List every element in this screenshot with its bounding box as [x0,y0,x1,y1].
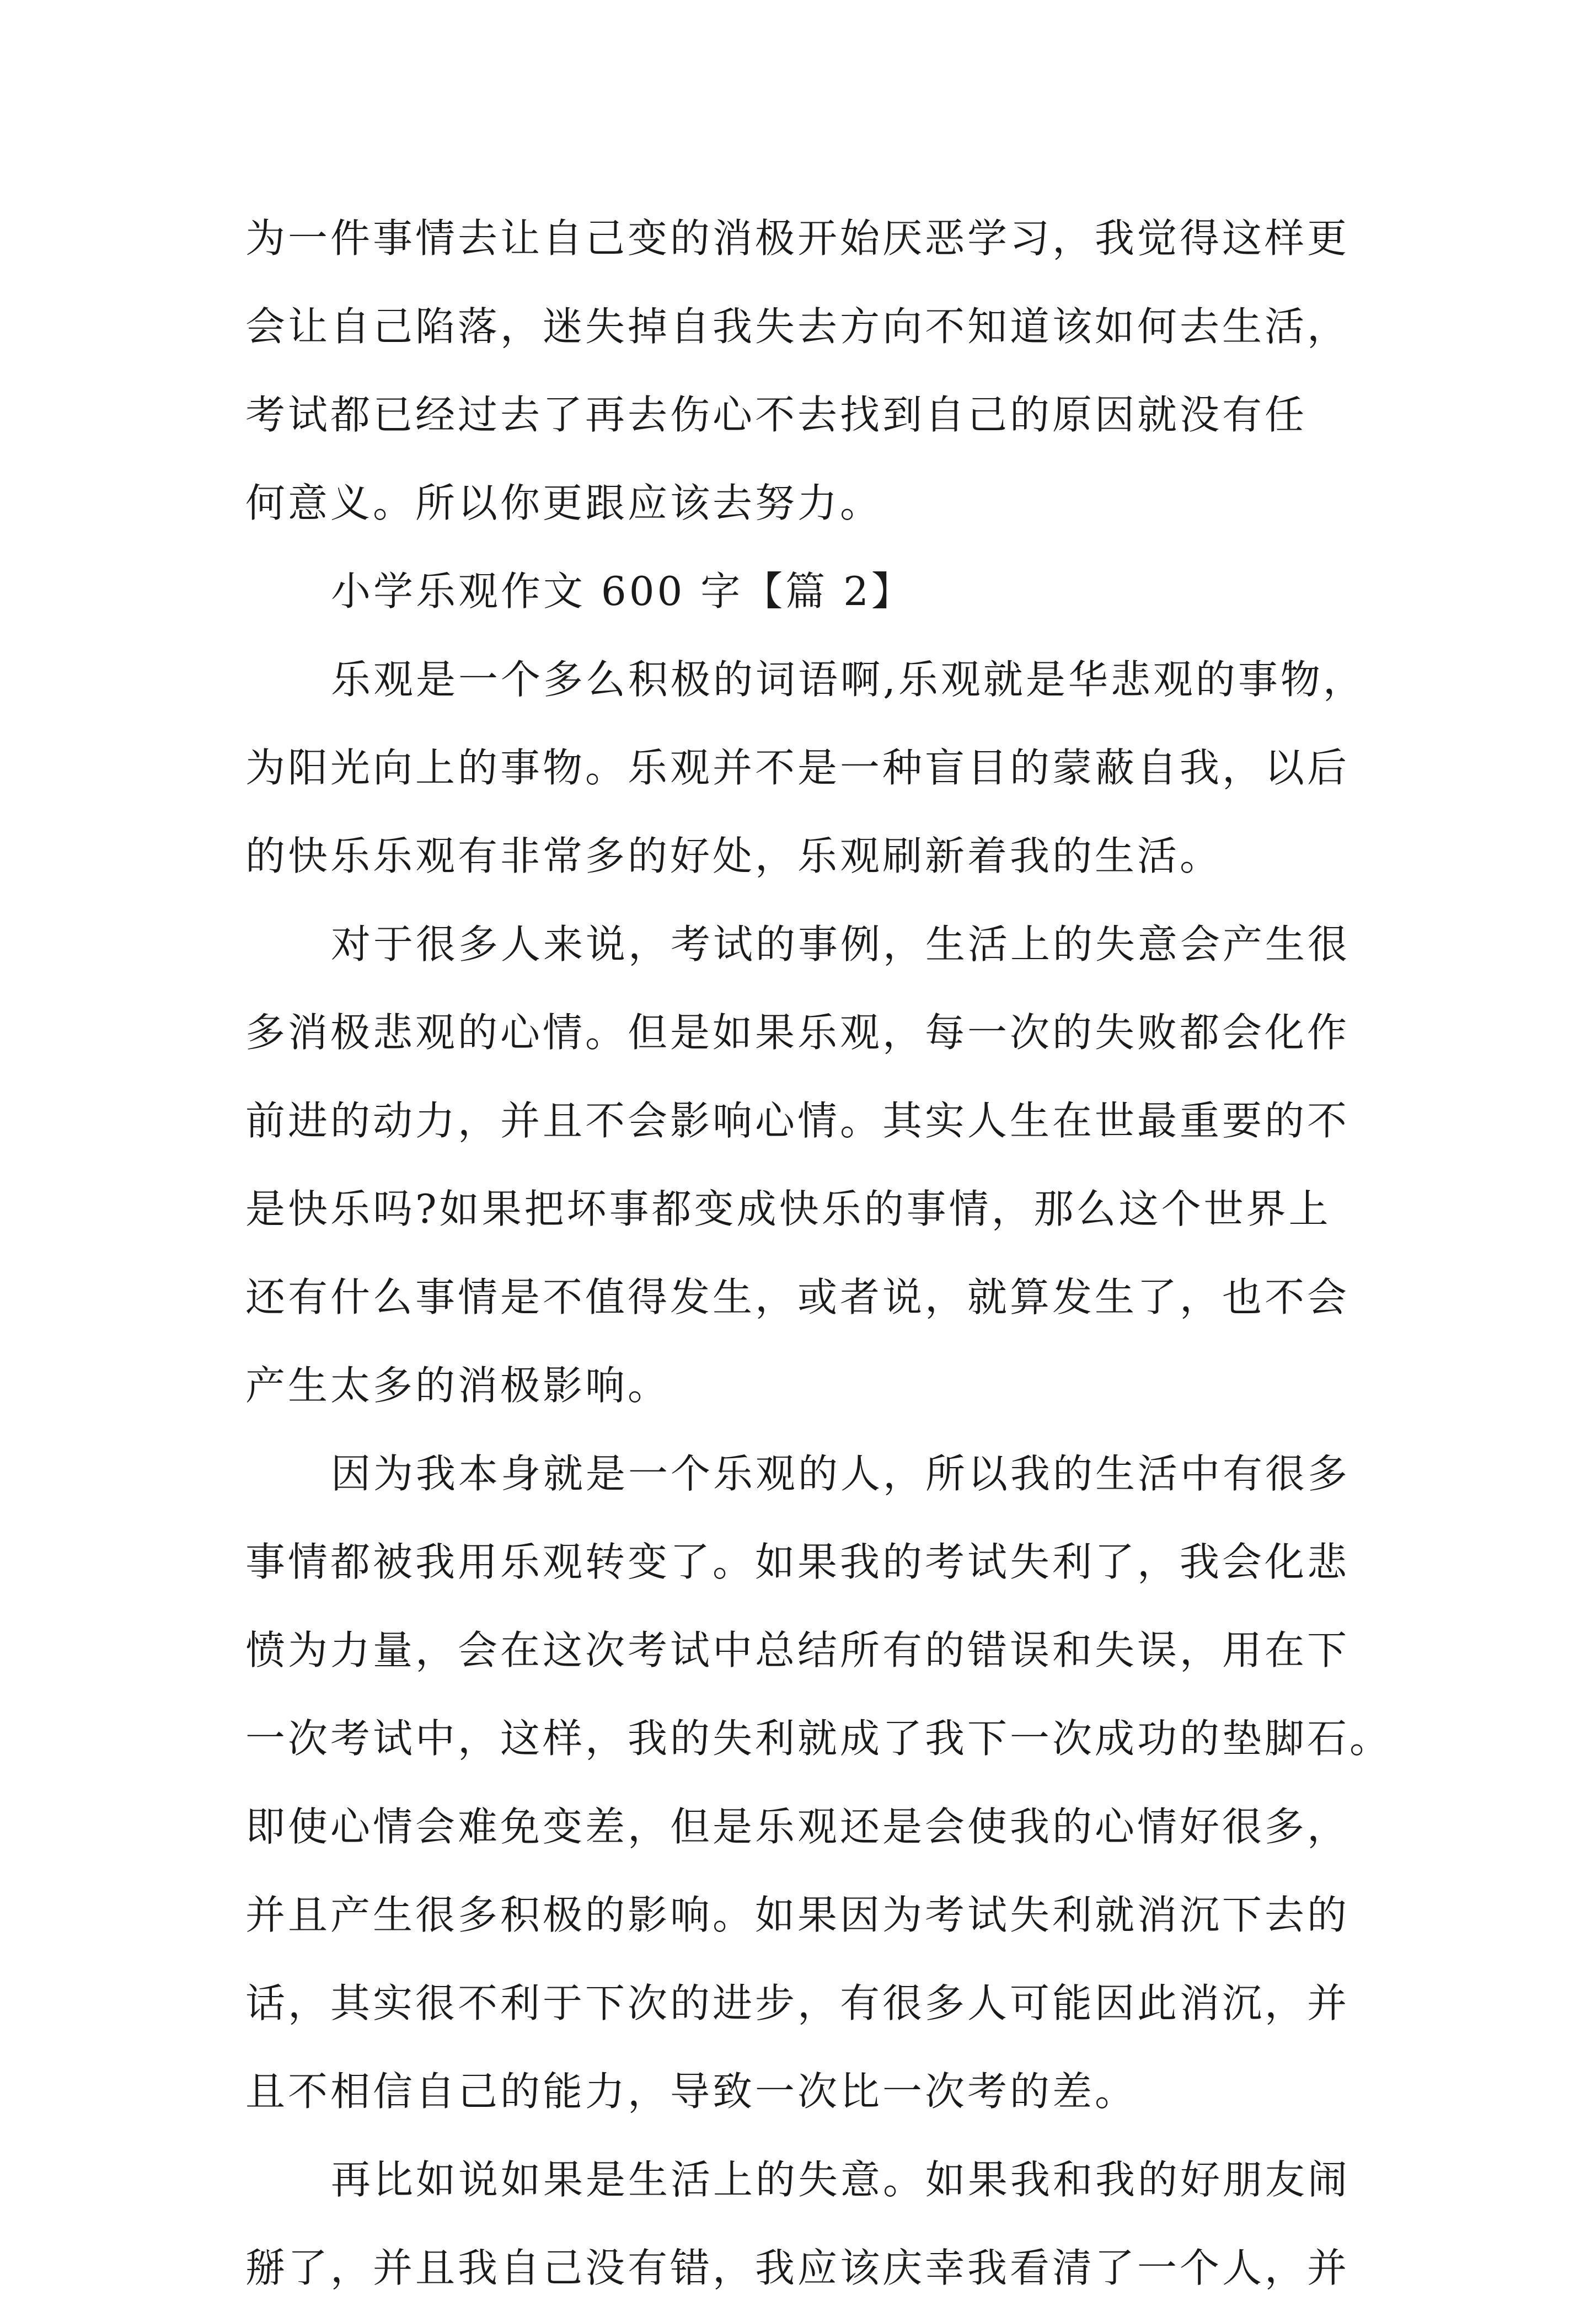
text-line [0,1617,1596,1683]
line-text: 是快乐吗?如果把坏事都变成快乐的事情，那么这个世界上 [245,1186,1331,1232]
text-line [0,2147,1596,2213]
line-text: 产生太多的消极影响。 [245,1362,671,1409]
text-line [0,1352,1596,1419]
text-line [0,2058,1596,2125]
text-line [0,1705,1596,1772]
line-text: 一次考试中，这样，我的失利就成了我下一次成功的垫脚石。 [245,1715,1393,1762]
text-line [0,205,1596,271]
line-text: 的快乐乐观有非常多的好处，乐观刷新着我的生活。 [245,833,1223,879]
text-line [0,646,1596,713]
line-text: 还有什么事情是不值得发生，或者说，就算发生了，也不会 [245,1274,1350,1320]
line-text: 为一件事情去让自己变的消极开始厌恶学习，我觉得这样更 [245,215,1350,261]
text-line [0,1176,1596,1242]
line-text: 且不相信自己的能力，导致一次比一次考的差。 [245,2068,1138,2115]
line-text: 乐观是一个多么积极的词语啊,乐观就是华悲观的事物， [331,656,1365,703]
line-text: 因为我本身就是一个乐观的人，所以我的生活中有很多 [331,1451,1351,1497]
line-text: 考试都已经过去了再去伤心不去找到自己的原因就没有任 [245,392,1308,438]
line-text: 愤为力量，会在这次考试中总结所有的错误和失误，用在下 [245,1627,1350,1673]
section-heading [0,558,1596,624]
text-line [0,382,1596,448]
line-text: 对于很多人来说，考试的事例，生活上的失意会产生很 [331,921,1351,967]
text-line [0,1088,1596,1154]
line-text: 话，其实很不利于下次的进步，有很多人可能因此消沉，并 [245,1980,1350,2026]
text-line [0,2235,1596,2301]
text-line [0,1882,1596,1948]
line-text: 多消极悲观的心情。但是如果乐观，每一次的失败都会化作 [245,1009,1350,1056]
line-text: 掰了，并且我自己没有错，我应该庆幸我看清了一个人，并 [245,2245,1350,2291]
line-text: 即使心情会难免变差，但是乐观还是会使我的心情好很多， [245,1804,1350,1850]
text-line [0,1529,1596,1595]
line-text: 为阳光向上的事物。乐观并不是一种盲目的蒙蔽自我，以后 [245,745,1350,791]
line-text: 前进的动力，并且不会影响心情。其实人生在世最重要的不 [245,1098,1350,1144]
text-line [0,735,1596,801]
text-line [0,293,1596,360]
line-text: 会让自己陷落，迷失掉自我失去方向不知道该如何去生活， [245,303,1350,350]
text-line [0,1441,1596,1507]
heading-text: 小学乐观作文 600 字【篇 2】 [331,568,914,614]
line-text: 并且产生很多积极的影响。如果因为考试失利就消沉下去的 [245,1892,1350,1938]
line-text: 事情都被我用乐观转变了。如果我的考试失利了，我会化悲 [245,1539,1350,1585]
text-line [0,1794,1596,1860]
text-line [0,1264,1596,1330]
text-line [0,999,1596,1066]
line-text: 再比如说如果是生活上的失意。如果我和我的好朋友闹 [331,2156,1351,2203]
text-line [0,911,1596,977]
text-line [0,823,1596,889]
text-line [0,470,1596,536]
text-line [0,1970,1596,2036]
line-text: 何意义。所以你更跟应该去努力。 [245,480,883,526]
